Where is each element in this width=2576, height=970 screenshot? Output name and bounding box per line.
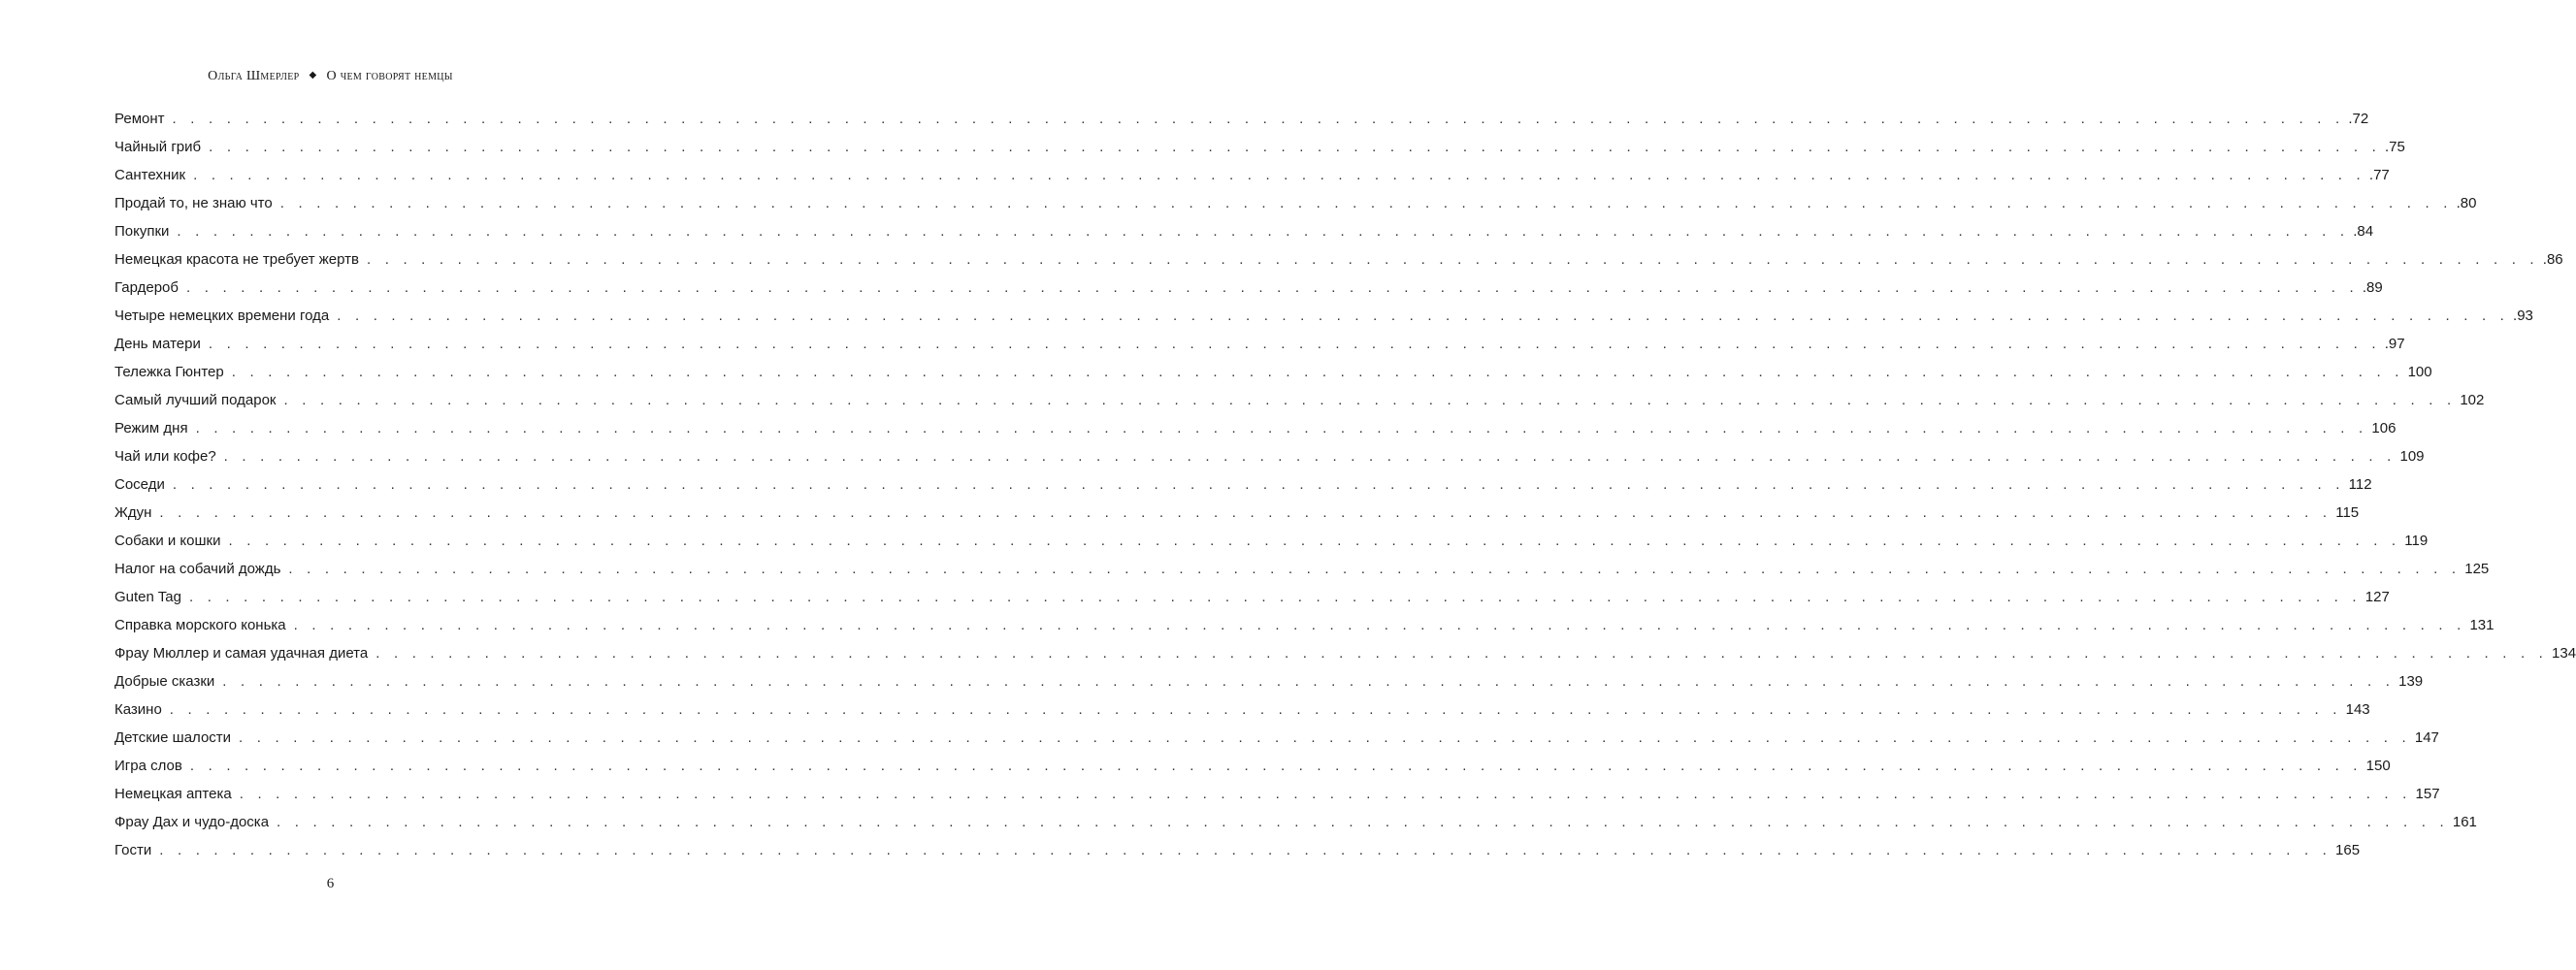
running-head	[0, 69, 661, 84]
toc-entry	[114, 470, 2372, 499]
toc-entry-title: Казино	[114, 701, 162, 718]
dot-leader: . . . . . . . . . . . . . . . . . . . . . . . . . . . . . . . . . . . . . . . . . . . . . . . . . . . . . . . . . . . . . . . . . . . . . . . . . . . . . . . . . . . . . . . . . . . . . . . . . . . . . . . . . . . . . . . . . . . . . . . .	[209, 139, 2381, 155]
dot-leader: . . . . . . . . . . . . . . . . . . . . . . . . . . . . . . . . . . . . . . . . . . . . . . . . . . . . . . . . . . . . . . . . . . . . . . . . . . . . . . . . . . . . . . . . . . . . . . . . . . . . . . . . . . . . . . . . . . . . . . . .	[169, 701, 2342, 718]
dot-leader: . . . . . . . . . . . . . . . . . . . . . . . . . . . . . . . . . . . . . . . . . . . . . . . . . . . . . . . . . . . . . . . . . . . . . . . . . . . . . . . . . . . . . . . . . . . . . . . . . . . . . . . . . . . . . . . . . . . . . . . .	[283, 392, 2457, 408]
toc-entry	[114, 274, 2383, 302]
table-of-contents	[114, 105, 2576, 864]
toc-entry-title: Чай или кофе?	[114, 448, 216, 465]
toc-entry	[114, 667, 2424, 695]
toc-entry	[114, 836, 2361, 864]
toc-entry	[114, 358, 2432, 386]
toc-entry-page: 119	[2404, 533, 2429, 549]
toc-entry-title: Сантехник	[114, 167, 186, 183]
dot-leader: . . . . . . . . . . . . . . . . . . . . . . . . . . . . . . . . . . . . . . . . . . . . . . . . . . . . . . . . . . . . . . . . . . . . . . . . . . . . . . . . . . . . . . . . . . . . . . . . . . . . . . . . . . . . . . . . . . . . . . . .	[279, 195, 2453, 211]
dot-leader: . . . . . . . . . . . . . . . . . . . . . . . . . . . . . . . . . . . . . . . . . . . . . . . . . . . . . . . . . . . . . . . . . . . . . . . . . . . . . . . . . . . . . . . . . . . . . . . . . . . . . . . . . . . . . . . . . . . . . . . .	[189, 758, 2363, 774]
dot-leader: . . . . . . . . . . . . . . . . . . . . . . . . . . . . . . . . . . . . . . . . . . . . . . . . . . . . . . . . . . . . . . . . . . . . . . . . . . . . . . . . . . . . . . . . . . . . . . . . . . . . . . . . . . . . . . . . . . . . . . . .	[159, 842, 2332, 858]
toc-entry-title: Собаки и кошки	[114, 533, 221, 549]
toc-entry	[114, 189, 2477, 217]
toc-entry	[114, 330, 2405, 358]
toc-entry-page: 100	[2407, 364, 2432, 380]
toc-entry-title: Игра слов	[114, 758, 182, 774]
toc-entry	[114, 724, 2439, 752]
toc-entry-page: .72	[2348, 111, 2369, 127]
toc-entry	[114, 752, 2391, 780]
toc-entry-page: 165	[2335, 842, 2361, 858]
dot-leader: . . . . . . . . . . . . . . . . . . . . . . . . . . . . . . . . . . . . . . . . . . . . . . . . . . . . . . . . . . . . . . . . . . . . . . . . . . . . . . . . . . . . . . . . . . . . . . . . . . . . . . . . . . . . . . . . . . . . . . . .	[222, 673, 2396, 690]
toc-entry	[114, 414, 2397, 442]
toc-entry	[114, 583, 2390, 611]
toc-entry-page: 109	[2399, 448, 2425, 465]
toc-entry-page: 157	[2415, 786, 2440, 802]
dot-leader: . . . . . . . . . . . . . . . . . . . . . . . . . . . . . . . . . . . . . . . . . . . . . . . . . . . . . . . . . . . . . . . . . . . . . . . . . . . . . . . . . . . . . . . . . . . . . . . . . . . . . . . . . . . . . . . . . . . . . . . .	[193, 167, 2365, 183]
toc-entry-title: Режим дня	[114, 420, 188, 436]
toc-entry	[114, 780, 2440, 808]
toc-entry-title: Фрау Дах и чудо-доска	[114, 814, 270, 830]
dot-leader: . . . . . . . . . . . . . . . . . . . . . . . . . . . . . . . . . . . . . . . . . . . . . . . . . . . . . . . . . . . . . . . . . . . . . . . . . . . . . . . . . . . . . . . . . . . . . . . . . . . . . . . . . . . . . . . . . . . . . . . .	[239, 786, 2412, 802]
dot-leader: . . . . . . . . . . . . . . . . . . . . . . . . . . . . . . . . . . . . . . . . . . . . . . . . . . . . . . . . . . . . . . . . . . . . . . . . . . . . . . . . . . . . . . . . . . . . . . . . . . . . . . . . . . . . . . . . . . . . . . . .	[186, 279, 2359, 296]
toc-entry-title: Чайный гриб	[114, 139, 202, 155]
toc-entry-title: Покупки	[114, 223, 170, 240]
toc-entry	[114, 442, 2425, 470]
toc-entry	[114, 302, 2533, 330]
toc-entry-page: 147	[2414, 729, 2439, 746]
book-title: О чем говорят немцы	[326, 69, 453, 83]
dot-leader: . . . . . . . . . . . . . . . . . . . . . . . . . . . . . . . . . . . . . . . . . . . . . . . . . . . . . . . . . . . . . . . . . . . . . . . . . . . . . . . . . . . . . . . . . . . . . . . . . . . . . . . . . . . . . . . . . . . . . . . .	[375, 645, 2549, 662]
toc-entry-title: Гости	[114, 842, 152, 858]
page-number: 6	[326, 876, 335, 891]
toc-entry-title: Четыре немецких времени года	[114, 307, 330, 324]
toc-entry-page: 106	[2371, 420, 2397, 436]
toc-entry-title: Налог на собачий дождь	[114, 561, 281, 577]
toc-entry-page: .80	[2456, 195, 2477, 211]
toc-entry-page: 150	[2365, 758, 2391, 774]
toc-entry	[114, 499, 2360, 527]
dot-leader: . . . . . . . . . . . . . . . . . . . . . . . . . . . . . . . . . . . . . . . . . . . . . . . . . . . . . . . . . . . . . . . . . . . . . . . . . . . . . . . . . . . . . . . . . . . . . . . . . . . . . . . . . . . . . . . . . . . . . . . .	[366, 251, 2539, 268]
dot-leader: . . . . . . . . . . . . . . . . . . . . . . . . . . . . . . . . . . . . . . . . . . . . . . . . . . . . . . . . . . . . . . . . . . . . . . . . . . . . . . . . . . . . . . . . . . . . . . . . . . . . . . . . . . . . . . . . . . . . . . . .	[177, 223, 2350, 240]
toc-entry-page: 134	[2552, 645, 2576, 662]
toc-entry-title: Ремонт	[114, 111, 165, 127]
toc-entry-title: Добрые сказки	[114, 673, 215, 690]
toc-entry-page: 139	[2398, 673, 2424, 690]
toc-entry-page: 143	[2345, 701, 2370, 718]
dot-leader: . . . . . . . . . . . . . . . . . . . . . . . . . . . . . . . . . . . . . . . . . . . . . . . . . . . . . . . . . . . . . . . . . . . . . . . . . . . . . . . . . . . . . . . . . . . . . . . . . . . . . . . . . . . . . . . . . . . . . . . .	[228, 533, 2401, 549]
dot-leader: . . . . . . . . . . . . . . . . . . . . . . . . . . . . . . . . . . . . . . . . . . . . . . . . . . . . . . . . . . . . . . . . . . . . . . . . . . . . . . . . . . . . . . . . . . . . . . . . . . . . . . . . . . . . . . . . . . . . . . . .	[208, 336, 2381, 352]
toc-entry-title: День матери	[114, 336, 201, 352]
toc-entry-title: Ждун	[114, 504, 152, 521]
toc-entry-title: Guten Tag	[114, 589, 181, 605]
toc-entry-title: Тележка Гюнтер	[114, 364, 224, 380]
toc-entry	[114, 161, 2390, 189]
dot-leader: . . . . . . . . . . . . . . . . . . . . . . . . . . . . . . . . . . . . . . . . . . . . . . . . . . . . . . . . . . . . . . . . . . . . . . . . . . . . . . . . . . . . . . . . . . . . . . . . . . . . . . . . . . . . . . . . . . . . . . . .	[231, 364, 2404, 380]
dot-leader: . . . . . . . . . . . . . . . . . . . . . . . . . . . . . . . . . . . . . . . . . . . . . . . . . . . . . . . . . . . . . . . . . . . . . . . . . . . . . . . . . . . . . . . . . . . . . . . . . . . . . . . . . . . . . . . . . . . . . . . .	[223, 448, 2397, 465]
dot-leader: . . . . . . . . . . . . . . . . . . . . . . . . . . . . . . . . . . . . . . . . . . . . . . . . . . . . . . . . . . . . . . . . . . . . . . . . . . . . . . . . . . . . . . . . . . . . . . . . . . . . . . . . . . . . . . . . . . . . . . . .	[337, 307, 2510, 324]
toc-entry-page: .75	[2384, 139, 2405, 155]
dot-leader: . . . . . . . . . . . . . . . . . . . . . . . . . . . . . . . . . . . . . . . . . . . . . . . . . . . . . . . . . . . . . . . . . . . . . . . . . . . . . . . . . . . . . . . . . . . . . . . . . . . . . . . . . . . . . . . . . . . . . . . .	[159, 504, 2332, 521]
dot-leader: . . . . . . . . . . . . . . . . . . . . . . . . . . . . . . . . . . . . . . . . . . . . . . . . . . . . . . . . . . . . . . . . . . . . . . . . . . . . . . . . . . . . . . . . . . . . . . . . . . . . . . . . . . . . . . . . . . . . . . . .	[239, 729, 2411, 746]
dot-leader: . . . . . . . . . . . . . . . . . . . . . . . . . . . . . . . . . . . . . . . . . . . . . . . . . . . . . . . . . . . . . . . . . . . . . . . . . . . . . . . . . . . . . . . . . . . . . . . . . . . . . . . . . . . . . . . . . . . . . . . .	[172, 476, 2345, 493]
toc-entry	[114, 133, 2405, 161]
toc-entry-title: Фрау Мюллер и самая удачная диета	[114, 645, 369, 662]
toc-entry-title: Немецкая красота не требует жертв	[114, 251, 359, 268]
toc-entry-title: Самый лучший подарок	[114, 392, 277, 408]
toc-entry-title: Продай то, не знаю что	[114, 195, 273, 211]
toc-entry-page: .97	[2384, 336, 2405, 352]
dot-leader: . . . . . . . . . . . . . . . . . . . . . . . . . . . . . . . . . . . . . . . . . . . . . . . . . . . . . . . . . . . . . . . . . . . . . . . . . . . . . . . . . . . . . . . . . . . . . . . . . . . . . . . . . . . . . . . . . . . . . . . .	[288, 561, 2462, 577]
toc-entry	[114, 386, 2485, 414]
toc-entry	[114, 555, 2490, 583]
diamond-separator-icon: ◆	[309, 70, 317, 81]
toc-entry-page: .93	[2513, 307, 2533, 324]
toc-entry	[114, 105, 2369, 133]
toc-entry-page: 125	[2464, 561, 2490, 577]
dot-leader: . . . . . . . . . . . . . . . . . . . . . . . . . . . . . . . . . . . . . . . . . . . . . . . . . . . . . . . . . . . . . . . . . . . . . . . . . . . . . . . . . . . . . . . . . . . . . . . . . . . . . . . . . . . . . . . . . . . . . . . .	[277, 814, 2449, 830]
toc-entry-page: 127	[2364, 589, 2390, 605]
toc-entry	[114, 695, 2370, 724]
toc-entry-title: Гардероб	[114, 279, 179, 296]
toc-entry-page: 102	[2460, 392, 2485, 408]
toc-entry	[114, 808, 2477, 836]
toc-entry-page: .89	[2362, 279, 2383, 296]
toc-entry-page: .77	[2368, 167, 2390, 183]
dot-leader: . . . . . . . . . . . . . . . . . . . . . . . . . . . . . . . . . . . . . . . . . . . . . . . . . . . . . . . . . . . . . . . . . . . . . . . . . . . . . . . . . . . . . . . . . . . . . . . . . . . . . . . . . . . . . . . . . . . . . . . .	[195, 420, 2368, 436]
dot-leader: . . . . . . . . . . . . . . . . . . . . . . . . . . . . . . . . . . . . . . . . . . . . . . . . . . . . . . . . . . . . . . . . . . . . . . . . . . . . . . . . . . . . . . . . . . . . . . . . . . . . . . . . . . . . . . . . . . . . . . . .	[172, 111, 2345, 127]
toc-entry	[114, 611, 2494, 639]
toc-entry-title: Детские шалости	[114, 729, 232, 746]
author-name: Ольга Шмерлер	[208, 69, 300, 83]
dot-leader: . . . . . . . . . . . . . . . . . . . . . . . . . . . . . . . . . . . . . . . . . . . . . . . . . . . . . . . . . . . . . . . . . . . . . . . . . . . . . . . . . . . . . . . . . . . . . . . . . . . . . . . . . . . . . . . . . . . . . . . .	[188, 589, 2362, 605]
toc-entry-title: Немецкая аптека	[114, 786, 232, 802]
toc-entry	[114, 639, 2576, 667]
toc-entry	[114, 245, 2563, 274]
toc-entry-page: 115	[2335, 504, 2360, 521]
toc-entry	[114, 527, 2429, 555]
toc-entry-title: Соседи	[114, 476, 165, 493]
toc-entry-page: .86	[2542, 251, 2563, 268]
dot-leader: . . . . . . . . . . . . . . . . . . . . . . . . . . . . . . . . . . . . . . . . . . . . . . . . . . . . . . . . . . . . . . . . . . . . . . . . . . . . . . . . . . . . . . . . . . . . . . . . . . . . . . . . . . . . . . . . . . . . . . . .	[293, 617, 2466, 633]
toc-entry-page: 131	[2469, 617, 2494, 633]
toc-entry-title: Справка морского конька	[114, 617, 286, 633]
toc-entry-page: 161	[2452, 814, 2477, 830]
toc-entry-page: .84	[2353, 223, 2374, 240]
toc-entry-page: 112	[2348, 476, 2372, 493]
toc-entry	[114, 217, 2374, 245]
